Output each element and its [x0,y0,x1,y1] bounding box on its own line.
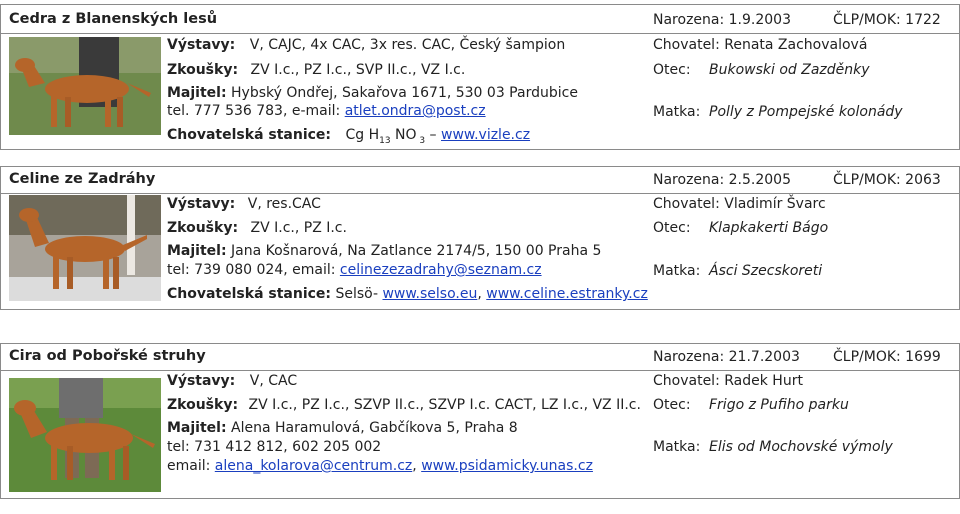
contact-row [167,103,486,119]
vystavy-value: V, CAJC, 4x CAC, 3x res. CAC, Český šampion [249,37,566,53]
matka-value: Elis od Mochovské výmoly [709,439,893,455]
chovatel: Chovatel: Radek Hurt [653,373,803,389]
stanice-label: Chovatelská stanice: [167,286,332,302]
registration-number: ČLP/MOK: 1699 [833,349,941,365]
divider [1,33,959,34]
matka-label: Matka: [653,439,701,455]
zkousky-value: ZV I.c., PZ I.c., SVP II.c., VZ I.c. [250,62,466,78]
dog-photo [9,37,161,135]
vystavy-row [167,37,565,53]
stanice-label: Chovatelská stanice: [167,127,332,143]
zkousky-label: Zkoušky: [167,397,239,413]
stanice-formula: Cg $H_{13}$ NO $_3$ [345,127,426,146]
registration-number: ČLP/MOK: 1722 [833,12,941,28]
birth-date: Narozena: 2.5.2005 [653,172,791,188]
matka-value: Ásci Szecskoreti [709,263,823,279]
majitel-row [167,420,518,436]
vystavy-row [167,196,321,212]
zkousky-label: Zkoušky: [167,220,239,236]
telephone: tel. 777 536 783, e-mail: [167,103,345,119]
matka-value: Polly z Pompejské kolonády [709,104,903,120]
otec-value: Bukowski od Zazděnky [709,62,870,78]
email-link[interactable]: celinezezadrahy@seznam.cz [339,262,542,278]
dog-name: Cira od Pobořské struhy [9,348,206,364]
contact-row [167,458,593,474]
separator: , [477,286,487,302]
matka-label: Matka: [653,263,701,279]
stanice-row [167,286,648,302]
website-link[interactable]: www.vizle.cz [441,127,531,143]
zkousky-row [167,397,641,413]
birth-date: Narozena: 1.9.2003 [653,12,791,28]
email-link[interactable]: atlet.ondra@post.cz [344,103,486,119]
otec-label: Otec: [653,62,691,78]
majitel-value: Jana Košnarová, Na Zatlance 2174/5, 150 00 Praha 5 [231,243,602,259]
registration-number: ČLP/MOK: 2063 [833,172,941,188]
telephone: tel: 731 412 812, 602 205 002 [167,439,382,455]
majitel-row [167,85,578,101]
zkousky-label: Zkoušky: [167,62,239,78]
divider [1,370,959,371]
vystavy-label: Výstavy: [167,196,236,212]
vystavy-label: Výstavy: [167,37,236,53]
otec-value: Frigo z Pufiho parku [709,397,849,413]
stanice-dash: – [425,127,442,143]
vystavy-label: Výstavy: [167,373,236,389]
zkousky-row [167,62,465,78]
majitel-value: Alena Haramulová, Gabčíkova 5, Praha 8 [231,420,518,436]
otec-label: Otec: [653,220,691,236]
separator: , [412,458,422,474]
birth-date: Narozena: 21.7.2003 [653,349,800,365]
vystavy-value: V, CAC [249,373,298,389]
zkousky-value: ZV I.c., PZ I.c. [250,220,347,236]
matka-label: Matka: [653,104,701,120]
dog-card-cira [0,343,960,499]
dog-photo [9,195,161,301]
divider [1,193,959,194]
vystavy-value: V, res.CAC [247,196,321,212]
vystavy-row [167,373,297,389]
chovatel: Chovatel: Renata Zachovalová [653,37,868,53]
email-label: email: [167,458,215,474]
dog-card-celine [0,166,960,310]
stanice-row [167,127,530,146]
website-link-1[interactable]: www.selso.eu [382,286,478,302]
otec-value: Klapkakerti Bágo [709,220,829,236]
otec-label: Otec: [653,397,691,413]
majitel-label: Majitel: [167,243,227,259]
majitel-value: Hybský Ondřej, Sakařova 1671, 530 03 Pardubice [231,85,578,101]
majitel-label: Majitel: [167,85,227,101]
chovatel: Chovatel: Vladimír Švarc [653,196,826,212]
website-link[interactable]: www.psidamicky.unas.cz [421,458,593,474]
dog-name: Cedra z Blanenských lesů [9,11,218,27]
email-link[interactable]: alena_kolarova@centrum.cz [214,458,413,474]
stanice-value: Selsö- [331,286,383,302]
zkousky-row [167,220,347,236]
majitel-row [167,243,601,259]
telephone: tel: 739 080 024, email: [167,262,340,278]
dog-name: Celine ze Zadráhy [9,171,156,187]
contact-row [167,262,542,278]
zkousky-value: ZV I.c., PZ I.c., SZVP II.c., SZVP I.c. CACT, LZ I.c., VZ II.c. [248,397,641,413]
majitel-label: Majitel: [167,420,227,436]
dog-card-cedra [0,4,960,150]
website-link-2[interactable]: www.celine.estranky.cz [486,286,648,302]
dog-photo [9,378,161,492]
